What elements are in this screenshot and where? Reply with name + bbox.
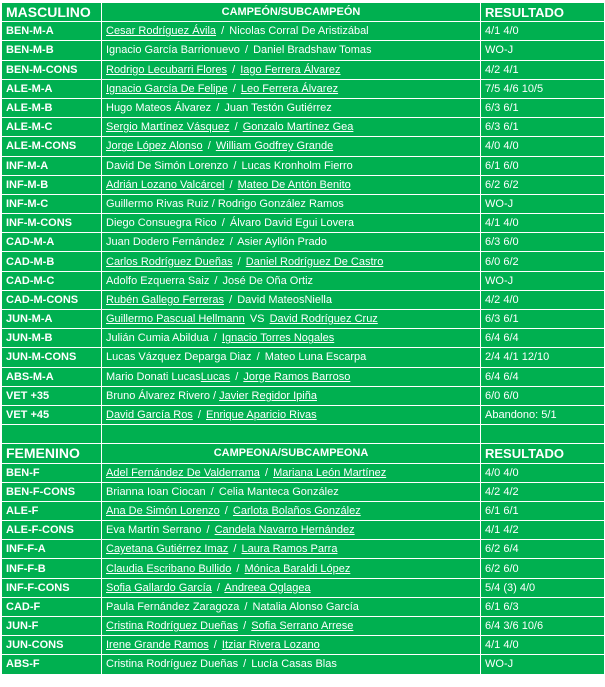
category-cell: ALE-M-A [2,79,102,98]
result-cell: 4/2 4/1 [481,60,605,79]
runner-up-name[interactable]: Mariana León Martínez [273,466,387,479]
result-row [2,597,605,616]
result-row [2,252,605,271]
players-cell [102,60,481,79]
spacer-cell [2,425,102,444]
result-row [2,329,605,348]
separator: / [221,217,225,230]
category-cell: ALE-M-CONS [2,137,102,156]
champion-name[interactable]: Guillermo Pascual Hellmann [106,313,245,326]
separator: VS [249,313,265,326]
runner-up-name[interactable]: Enrique Aparicio Rivas [206,409,317,422]
result-row [2,156,605,175]
category-cell: INF-F-A [2,540,102,559]
players-cell [102,137,481,156]
players-cell [102,156,481,175]
separator: / [207,140,211,153]
separator: / [243,620,247,633]
separator: / [229,236,233,249]
runner-up-name[interactable]: Gonzalo Martínez Gea [242,121,354,134]
champion-name: Cristina Rodríguez Dueñas [106,658,239,671]
category-cell: ALE-M-C [2,118,102,137]
category-cell: CAD-M-B [2,252,102,271]
result-cell: 4/2 4/0 [481,290,605,309]
result-cell: 6/4 6/4 [481,329,605,348]
runner-up-name: Lucas Kronholm Fierro [241,159,353,172]
runner-up-name[interactable]: Ignacio Torres Nogales [221,332,335,345]
category-cell: BEN-F [2,463,102,482]
champion-name-suffix[interactable]: Lucas [200,370,231,383]
players-cell [102,463,481,482]
runner-up-name: Celia Manteca González [218,485,339,498]
separator: / [243,658,247,671]
runner-up-name[interactable]: Mateo De Antón Benito [237,178,351,191]
players-cell [102,617,481,636]
result-row [2,98,605,117]
runner-up-name: José De Oña Ortiz [222,274,314,287]
result-cell: 4/1 4/0 [481,636,605,655]
result-cell: 2/4 4/1 12/10 [481,348,605,367]
category-cell: ALE-F-CONS [2,521,102,540]
result-row [2,290,605,309]
results-table-body [2,3,605,675]
category-cell: ALE-F [2,501,102,520]
result-cell: 4/2 4/2 [481,482,605,501]
runner-up-name[interactable]: Javier Regidor Ipiña [219,389,317,402]
category-cell: INF-M-A [2,156,102,175]
separator: / [216,581,220,594]
result-cell: WO-J [481,271,605,290]
category-cell: JUN-M-A [2,310,102,329]
result-cell: 6/0 6/2 [481,252,605,271]
runner-up-name: Lucía Casas Blas [251,658,337,671]
champion-name[interactable]: Jorge López Alonso [106,140,203,153]
masculino-players-header: CAMPEÓN/SUBCAMPEÓN [102,3,481,22]
champion-name: Juan Dodero Fernández [106,236,225,249]
separator: / [244,44,249,57]
separator: / [224,504,228,517]
result-cell: Abandono: 5/1 [481,405,605,424]
result-cell: 7/5 4/6 10/5 [481,79,605,98]
result-cell: 6/1 6/1 [481,501,605,520]
players-cell [102,559,481,578]
champion-name[interactable]: Cristina Rodríguez Dueñas [106,620,239,633]
category-cell: CAD-M-A [2,233,102,252]
players-cell [102,578,481,597]
result-cell: 6/1 6/0 [481,156,605,175]
category-cell: INF-M-C [2,194,102,213]
result-cell: 6/1 6/3 [481,597,605,616]
runner-up-name: Natalia Alonso García [252,600,359,613]
champion-name: Mario Donati Lucas [106,370,201,383]
players-cell [102,521,481,540]
champion-name[interactable]: Ana De Simón Lorenzo [106,504,220,517]
separator: / [256,351,260,364]
category-cell: ALE-M-B [2,98,102,117]
category-cell: INF-F-B [2,559,102,578]
result-row [2,540,605,559]
players-cell [102,501,481,520]
champion-name: Ignacio García Barrionuevo [106,44,240,57]
separator: / [232,82,236,95]
players-cell [102,271,481,290]
result-cell: WO-J [481,194,605,213]
category-cell: CAD-M-CONS [2,290,102,309]
category-cell: CAD-F [2,597,102,616]
result-cell: 4/1 4/0 [481,22,605,41]
result-cell: 6/3 6/1 [481,118,605,137]
result-row [2,310,605,329]
category-cell: INF-M-CONS [2,214,102,233]
masculino-result-header: RESULTADO [481,3,605,22]
result-row [2,60,605,79]
champion-name[interactable]: Sergio Martínez Vásquez [106,121,230,134]
champion-name: David De Simón Lorenzo [106,159,229,172]
champion-name[interactable]: David García Ros [106,409,193,422]
runner-up-name[interactable]: Carlota Bolaños González [232,504,361,517]
champion-name[interactable]: Rodrigo Lecubarri Flores [106,63,228,76]
separator: / [214,274,218,287]
result-row [2,214,605,233]
category-cell: JUN-M-CONS [2,348,102,367]
femenino-players-header: CAMPEONA/SUBCAMPEONA [102,444,481,463]
champion-name: Julián Cumia Abildua [106,332,209,345]
players-cell [102,405,481,424]
players-cell [102,329,481,348]
category-cell: BEN-M-A [2,22,102,41]
femenino-header: FEMENINO [2,444,102,463]
separator: / [213,639,217,652]
result-row [2,521,605,540]
separator: / [232,63,236,76]
result-cell: 4/0 4/0 [481,137,605,156]
result-row [2,194,605,213]
players-cell [102,252,481,271]
champion-name[interactable]: Adrián Lozano Valcárcel [106,178,225,191]
champion-name[interactable]: Carlos Rodríguez Dueñas [106,255,233,268]
champion-name[interactable]: Adel Fernández De Valderrama [106,466,260,479]
spacer-cell [481,425,605,444]
players-cell [102,214,481,233]
category-cell: CAD-M-C [2,271,102,290]
category-cell: BEN-M-B [2,41,102,60]
result-cell: 6/0 6/0 [481,386,605,405]
separator: / [234,121,238,134]
spacer-row [2,425,605,444]
champion-name: Lucas Vázquez Deparga Diaz [106,351,252,364]
runner-up-name[interactable]: Laura Ramos Parra [241,543,338,556]
result-row [2,79,605,98]
players-cell [102,597,481,616]
separator: / [233,159,237,172]
result-row [2,41,605,60]
runner-up-name[interactable]: Andreea Oglagea [224,581,311,594]
result-row [2,233,605,252]
femenino-header-row [2,444,605,463]
champion-name[interactable]: Rubén Gallego Ferreras [106,293,225,306]
category-cell: VET +45 [2,405,102,424]
femenino-result-header: RESULTADO [481,444,605,463]
result-cell: WO-J [481,41,605,60]
champion-name: Hugo Mateos Álvarez [106,102,212,115]
category-cell: INF-M-B [2,175,102,194]
category-cell: ABS-M-A [2,367,102,386]
runner-up-name[interactable]: William Godfrey Grande [215,140,334,153]
result-row [2,367,605,386]
runner-up-name[interactable]: Iago Ferrera Álvarez [240,63,341,76]
category-cell: BEN-M-CONS [2,60,102,79]
runner-up-name[interactable]: Leo Ferrera Álvarez [240,82,339,95]
result-cell: 6/2 6/4 [481,540,605,559]
players-cell [102,194,481,213]
separator: / [229,178,233,191]
champion-name: Paula Fernández Zaragoza [106,600,240,613]
separator: / [197,409,201,422]
result-row [2,501,605,520]
result-cell: 6/4 6/4 [481,367,605,386]
players-cell [102,636,481,655]
champion-name[interactable]: Ignacio García De Felipe [106,82,228,95]
champion-name[interactable]: Cayetana Gutiérrez Imaz [106,543,229,556]
champion-name[interactable]: Claudia Escribano Bullido [106,562,232,575]
result-cell: 5/4 (3) 4/0 [481,578,605,597]
players-cell [102,367,481,386]
runner-up-name: Juan Testón Gutiérrez [224,102,332,115]
players-cell [102,233,481,252]
separator: / [264,466,269,479]
category-cell: JUN-CONS [2,636,102,655]
champion-name: Brianna Ioan Ciocan [106,485,206,498]
spacer-cell [102,425,481,444]
runner-up-name: Daniel Bradshaw Tomas [253,44,372,57]
runner-up-name: Nicolas Corral De Aristizábal [229,25,369,38]
result-cell: 4/0 4/0 [481,463,605,482]
champion-name[interactable]: Sofia Gallardo García [106,581,212,594]
masculino-header-row [2,3,605,22]
result-row [2,386,605,405]
result-row [2,22,605,41]
result-cell: 6/4 3/6 10/6 [481,617,605,636]
separator: / [216,102,220,115]
players-cell [102,386,481,405]
separator: / [233,543,237,556]
players-cell [102,22,481,41]
result-row [2,655,605,674]
champion-name: Eva Martín Serrano [106,524,202,537]
players-cell [102,79,481,98]
separator: / [235,370,239,383]
results-table [1,2,605,675]
category-cell: VET +35 [2,386,102,405]
result-cell: WO-J [481,655,605,674]
separator: / [213,332,217,345]
runner-up-name[interactable]: Daniel Rodríguez De Castro [245,255,384,268]
result-cell: 6/3 6/0 [481,233,605,252]
separator: / [229,293,233,306]
result-row [2,118,605,137]
runner-up-name[interactable]: David Rodríguez Cruz [269,313,378,326]
players-cell [102,540,481,559]
category-cell: ABS-F [2,655,102,674]
result-row [2,271,605,290]
category-cell: JUN-F [2,617,102,636]
category-cell: JUN-M-B [2,329,102,348]
separator: / [206,524,210,537]
champion-name: Adolfo Ezquerra Saiz [106,274,210,287]
result-row [2,463,605,482]
champion-name: Bruno Álvarez Rivero / [106,389,217,402]
players-cell [102,310,481,329]
result-cell: 6/3 6/1 [481,98,605,117]
runner-up-name[interactable]: Candela Navarro Hernández [214,524,355,537]
result-cell: 4/1 4/0 [481,214,605,233]
runner-up-name: David MateosNiella [237,293,332,306]
champion-name[interactable]: Irene Grande Ramos [106,639,209,652]
result-cell: 4/1 4/2 [481,521,605,540]
category-cell: BEN-F-CONS [2,482,102,501]
result-cell: 6/2 6/0 [481,559,605,578]
result-row [2,175,605,194]
runner-up-name: Asier Ayllón Prado [237,236,327,249]
masculino-header: MASCULINO [2,3,102,22]
result-cell: 6/2 6/2 [481,175,605,194]
players-cell [102,348,481,367]
result-row [2,137,605,156]
runner-up-name: Mateo Luna Escarpa [264,351,367,364]
result-row [2,617,605,636]
players-cell [102,655,481,674]
result-row [2,405,605,424]
separator: / [237,255,241,268]
runner-up-name: Álvaro David Egui Lovera [229,217,354,230]
separator: / [244,600,248,613]
champion-name: Guillermo Rivas Ruiz / Rodrigo González Ramos [106,197,344,210]
players-cell [102,290,481,309]
separator: / [236,562,240,575]
players-cell [102,118,481,137]
result-row [2,348,605,367]
runner-up-name[interactable]: Itziar Rivera Lozano [221,639,320,652]
champion-name: Diego Consuegra Rico [106,217,217,230]
separator: / [221,25,225,38]
champion-name[interactable]: Cesar Rodríguez Ávila [106,25,217,38]
runner-up-name[interactable]: Jorge Ramos Barroso [243,370,351,383]
result-row [2,482,605,501]
result-row [2,559,605,578]
category-cell: INF-F-CONS [2,578,102,597]
separator: / [210,485,214,498]
players-cell [102,41,481,60]
runner-up-name[interactable]: Mónica Baraldi López [244,562,351,575]
players-cell [102,98,481,117]
result-row [2,578,605,597]
runner-up-name[interactable]: Sofia Serrano Arrese [251,620,354,633]
players-cell [102,482,481,501]
result-row [2,636,605,655]
result-cell: 6/3 6/1 [481,310,605,329]
players-cell [102,175,481,194]
